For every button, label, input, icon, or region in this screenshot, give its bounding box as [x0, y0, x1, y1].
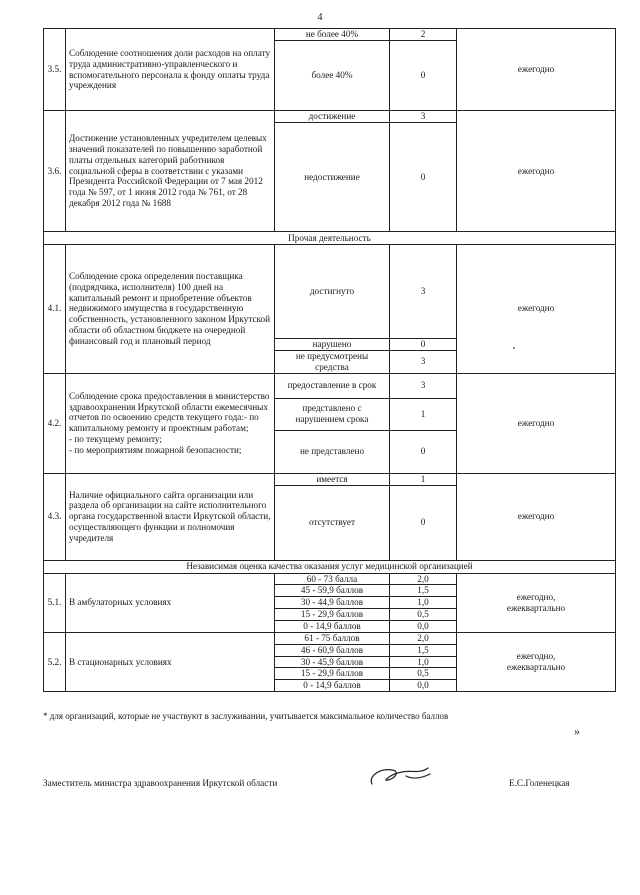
option-points: 0 — [390, 430, 457, 473]
option-value: 0 - 14,9 баллов — [275, 621, 390, 633]
criterion-text: В стационарных условиях — [66, 632, 275, 691]
option-points: 3 — [390, 111, 457, 123]
option-points: 3 — [390, 245, 457, 339]
row-number: 5.1. — [44, 573, 66, 632]
option-points: 0 — [390, 485, 457, 560]
row-number: 3.6. — [44, 111, 66, 232]
option-points: 3 — [390, 351, 457, 374]
period-text: ежегодно — [457, 111, 616, 232]
option-value: достижение — [275, 111, 390, 123]
option-points: 0 — [390, 339, 457, 351]
table-row — [44, 473, 616, 485]
criterion-text: Соблюдение срока определения поставщика (подрядчика, исполнителя) 100 дней на капитальный ремонт и приобретение объектов недвижимого имущества в государственную собственность, установленного законом Иркутской области об областном бюджете на очередной финансовый год и плановый период — [66, 245, 275, 374]
option-value: нарушено — [275, 339, 390, 351]
table-row — [44, 373, 616, 398]
option-value: 30 - 45,9 баллов — [275, 656, 390, 668]
scan-speck — [513, 347, 515, 349]
option-points: 2,0 — [390, 632, 457, 644]
option-value: 15 - 29,9 баллов — [275, 668, 390, 680]
footnote: * для организаций, которые не участвуют в заслуживании, учитывается максимальное количество баллов — [43, 711, 449, 721]
criteria-table — [43, 28, 616, 692]
row-number: 4.3. — [44, 473, 66, 560]
table-row — [44, 111, 616, 123]
period-text: ежегодно, ежеквартально — [457, 632, 616, 691]
option-value: недостижение — [275, 123, 390, 232]
option-value: не представлено — [275, 430, 390, 473]
option-points: 0,0 — [390, 621, 457, 633]
criterion-text: Наличие официального сайта организации или раздела об организации на сайте исполнительного органа государственной власти Иркутской области, осуществляющего функции и полномочия учредителя — [66, 473, 275, 560]
option-value: представлено с нарушением срока — [275, 398, 390, 430]
option-value: 60 - 73 балла — [275, 573, 390, 585]
option-points: 2,0 — [390, 573, 457, 585]
option-value: предоставление в срок — [275, 373, 390, 398]
option-points: 1,5 — [390, 585, 457, 597]
table-row — [44, 245, 616, 339]
option-points: 3 — [390, 373, 457, 398]
option-points: 1,0 — [390, 656, 457, 668]
period-text: ежегодно — [457, 473, 616, 560]
signer-title: Заместитель министра здравоохранения Иркутской области — [43, 778, 278, 788]
option-value: 30 - 44,9 баллов — [275, 597, 390, 609]
row-number: 4.1. — [44, 245, 66, 374]
period-text: ежегодно — [457, 373, 616, 473]
option-value: 61 - 75 баллов — [275, 632, 390, 644]
option-points: 1,5 — [390, 644, 457, 656]
option-value: не предусмотрены средства — [275, 351, 390, 374]
option-value: имеется — [275, 473, 390, 485]
option-value: достигнуто — [275, 245, 390, 339]
option-value: 0 - 14,9 баллов — [275, 680, 390, 692]
criterion-text: Достижение установленных учредителем целевых значений показателей по повышению заработной платы отдельных категорий работников социальной сферы в соответствии с указами Президента Российской Федерации от 7 мая 2012 года № 597, от 1 июня 2012 года № 761, от 28 декабря 2012 года № 1688 — [66, 111, 275, 232]
criterion-text: Соблюдение срока предоставления в министерство здравоохранения Иркутской области ежемесячных отчетов по освоению средств текущего года:- по капитальному ремонту и проектным работам; - по текущему ремонту; - по мероприятиям пожарной безопасности; — [66, 373, 275, 473]
section-row — [44, 232, 616, 245]
option-value: 15 - 29,9 баллов — [275, 609, 390, 621]
option-points: 1,0 — [390, 597, 457, 609]
section-title-rating: Независимая оценка качества оказания услуг медицинской организацией — [44, 560, 616, 573]
row-number: 3.5. — [44, 29, 66, 111]
option-points: 0,5 — [390, 609, 457, 621]
option-value: не более 40% — [275, 29, 390, 41]
criterion-text: Соблюдение соотношения доли расходов на оплату труда административно-управленческого и вспомогательного персонала к фонду оплаты труда учреждения — [66, 29, 275, 111]
option-points: 1 — [390, 398, 457, 430]
period-text: ежегодно — [457, 245, 616, 374]
option-value: более 40% — [275, 41, 390, 111]
option-value: 46 - 60,9 баллов — [275, 644, 390, 656]
section-row — [44, 560, 616, 573]
period-text: ежегодно, ежеквартально — [457, 573, 616, 632]
section-title-other: Прочая деятельность — [44, 232, 616, 245]
row-number: 5.2. — [44, 632, 66, 691]
option-points: 0 — [390, 41, 457, 111]
option-points: 0 — [390, 123, 457, 232]
option-points: 2 — [390, 29, 457, 41]
option-value: отсутствует — [275, 485, 390, 560]
signer-name: Е.С.Голенецкая — [509, 778, 570, 788]
criterion-text: В амбулаторных условиях — [66, 573, 275, 632]
option-points: 0,0 — [390, 680, 457, 692]
row-number: 4.2. — [44, 373, 66, 473]
continuation-mark: » — [574, 724, 580, 738]
option-value: 45 - 59,9 баллов — [275, 585, 390, 597]
page-number: 4 — [317, 12, 323, 23]
table-row — [44, 573, 616, 585]
signature-graphic — [366, 762, 436, 792]
table-row — [44, 632, 616, 644]
option-points: 0,5 — [390, 668, 457, 680]
table-row — [44, 29, 616, 41]
period-text: ежегодно — [457, 29, 616, 111]
option-points: 1 — [390, 473, 457, 485]
